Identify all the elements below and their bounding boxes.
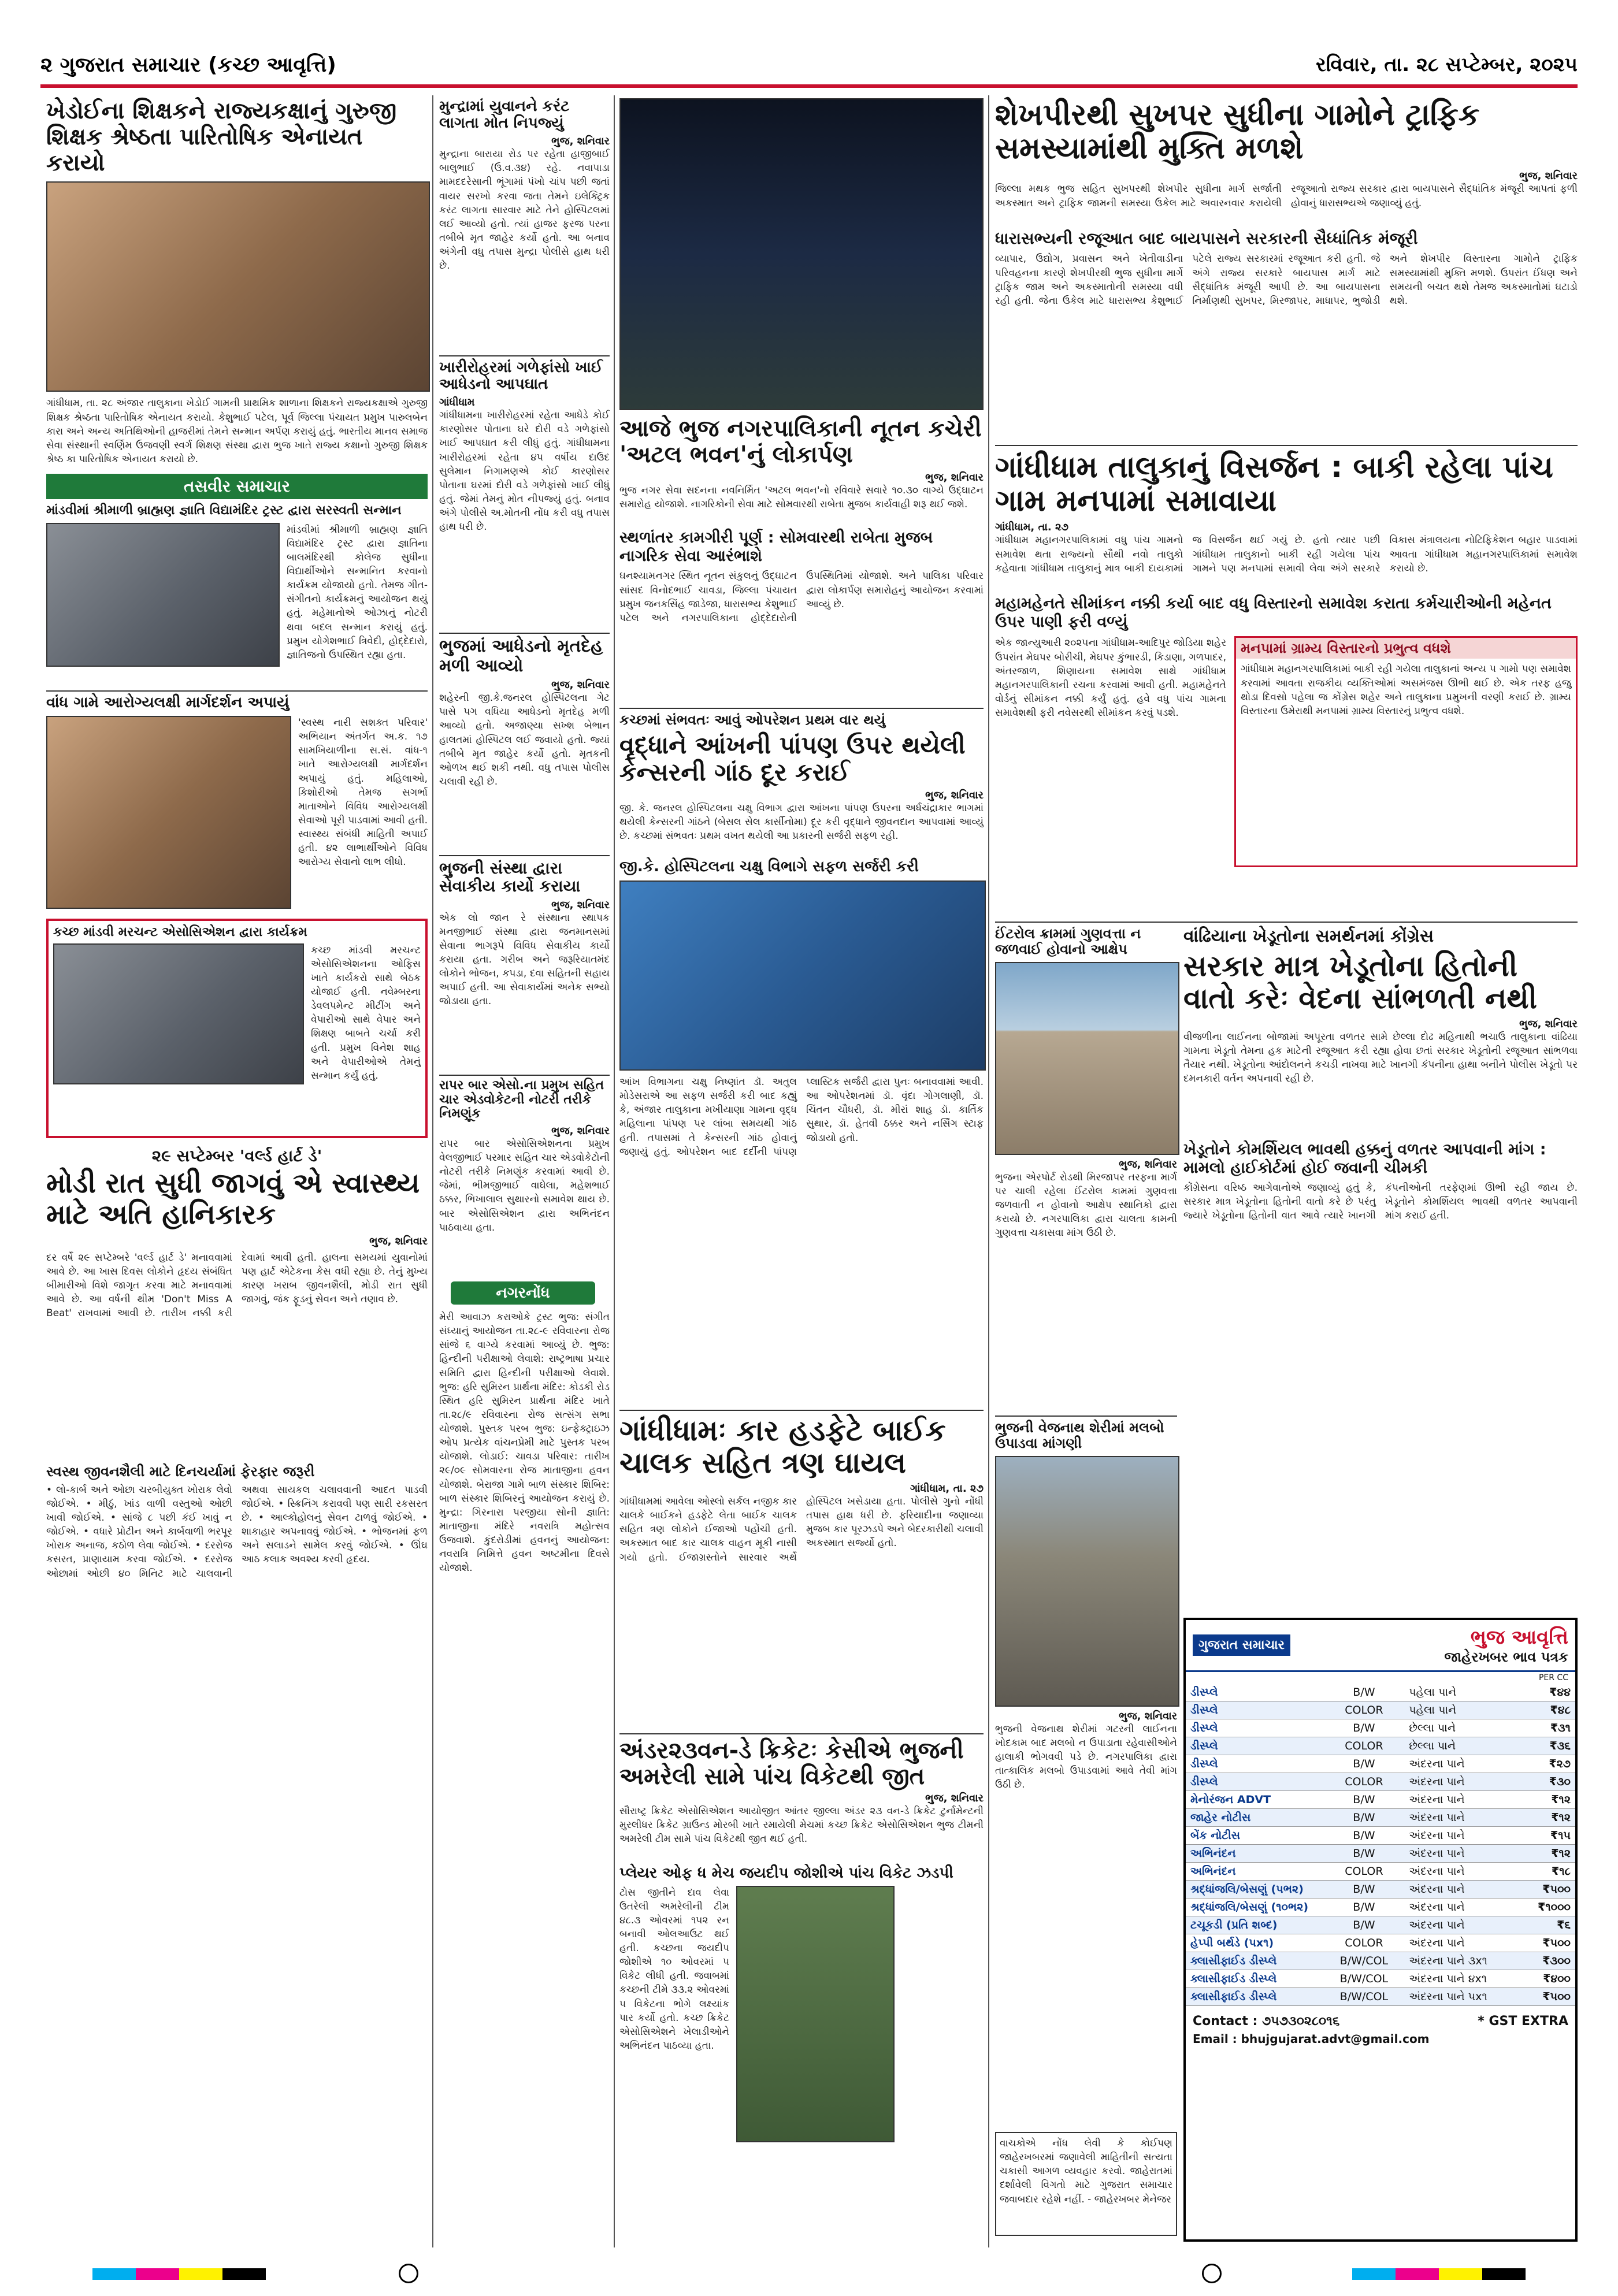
article-body: ગાંધીધામ મહાનગરપાલિકામાં વધુ પાંચ ગામનો સમાવેશ થતા રાજ્યનો સૌથી નવો તાલુકો કહેવાતા ગાંધીધામ તાલુકાનું માત્ર બાકી દાયકામાં જ વિસર્જન થઈ ગયું છે. હતો ત્યાર પછી ગાંધીધામ તાલુકાનો બાકી રહી ગયેલા પાંચ ગામને પણ મનપામાં સમાવી લેવા અંગે સરકારે વિકાસ મંત્રાલયના નોટિફિકેશન બહાર પાડવામાં આવતા ગાંધીધામ મહાનગરપાલિકામાં સમાવેશ કરાયો છે.: [995, 534, 1578, 574]
rate-row: [1186, 1809, 1575, 1827]
rate-value: ₹૪૦૦: [1543, 1972, 1571, 1985]
article-atal-bhavan: [619, 416, 984, 656]
dateline: ભુજ, શનિવાર: [1119, 1158, 1177, 1171]
rate-page: અંદરના પાને: [1409, 1758, 1465, 1770]
article-body: 'સ્વસ્થ નારી સશક્ત પરિવાર' અભિયાન અંતર્ગત અ.ક. ૧૭ સામખિયાળીના સ.સં. વાંધ-૧ ખાતે આરોગ્યલક્ષી માર્ગદર્શન અપાયું હતું. મહિલાઓ, કિશોરીઓ તેમજ સગર્ભા માતાઓને વિવિધ આરોગ્યલક્ષી સેવાઓ પૂરી પાડવામાં આવી હતી. સ્વાસ્થ્ય સંબંધી માહિતી અપાઈ હતી. ૪૨ લાભાર્થીઓને વિવિધ આરોગ્ય સેવાનો લાભ લીધો.: [298, 717, 428, 868]
rate-row: [1186, 1737, 1575, 1755]
rate-color: COLOR: [1345, 1740, 1383, 1752]
nagar-nondh-label: નગરનોંધ: [451, 1281, 595, 1305]
rate-row: [1186, 1684, 1575, 1701]
column-rule: [432, 95, 433, 2247]
registration-mark-icon: [399, 2264, 418, 2283]
rate-page: પહેલા પાને: [1409, 1686, 1457, 1699]
rural-influence-box: [1234, 636, 1578, 867]
article-body: શહેરની જી.કે.જનરલ હોસ્પિટલના ગેટ પાસે પગ વધિયા આધેડનો મૃતદેહ મળી આવ્યો હતો. અજાણ્યા સખ્શ બેભાન હાલતમાં હોસ્પિટલ લઈ જવાયો હતો. જ્યાં તબીબે મૃત જાહેર કર્યો હતો. મૃતકની ઓળખ થઈ શકી નથી. વધુ તપાસ પોલીસ ચલાવી રહી છે.: [439, 692, 610, 787]
article-mandvi-trust: [46, 504, 428, 667]
article-merchant-assoc: [46, 919, 428, 1138]
rate-page: અંદરના પાને: [1409, 1883, 1465, 1896]
rate-value: ₹૫૦૦: [1542, 1990, 1571, 2003]
article-rapar-notary: [439, 1079, 610, 1276]
street-photo: [995, 1456, 1179, 1707]
article-heart-day: [46, 1147, 428, 1714]
dateline: ભુજ, શનિવાર: [1519, 1018, 1578, 1030]
article-body: એક લો જાન રે સંસ્થાના સ્થાપક મનજીભાઈ સંસ્થા દ્વારા જનમાનસમાં સેવાના ભાગરૂપે વિવિધ સેવાકીય કાર્યો કરાયા હતા. ગરીબ અને જરૂરિયાતમંદ લોકોને ભોજન, કપડા, દવા સહિતની સહાય અપાઈ હતી. આ સેવાકાર્યમાં અનેક સભ્યો જોડાયા હતા.: [439, 912, 610, 1008]
rate-row: [1186, 1755, 1575, 1773]
rate-page: અંદરના પાને: [1409, 1937, 1465, 1949]
rate-item: બેંક નોટીસ: [1190, 1829, 1241, 1842]
article-body-2: આંખ વિભાગના ચક્ષુ નિષ્ણાંત ડૉ. અતુલ મોડેસરાએ આ સફળ સર્જરી કરી બાદ કહ્યું કે, અંજાર તાલુકાના મખીયાણા ગામના વૃદ્ધ મહિલાના પાંપણ પર લાંબા સમયથી ગાંઠ હતી. તપાસમાં તે કેન્સરની ગાંઠ હોવાનું જણાયું હતું. ઓપરેશન બાદ દર્દીની પાંપણ પ્લાસ્ટિક સર્જરી દ્વારા પુનઃ બનાવવામાં આવી. આ ઓપરેશનમાં ડૉ. વૃંદા ગોગલાણી, ડૉ. ચિંતન ચૌધરી, ડૉ. મીરાં શાહ ડૉ. કાર્તિક સુથાર, ડૉ. હેતવી ઠક્કર અને નર્સિંગ સ્ટાફ જોડાયો હતો.: [619, 1076, 984, 1158]
dateline: ભુજ, શનિવાર: [551, 679, 610, 692]
rate-color: B/W: [1353, 1758, 1375, 1770]
article-kharirohar: [439, 359, 610, 628]
rate-value: ₹૨૭: [1549, 1758, 1571, 1770]
photo-caption: જી.કે. હોસ્પિટલના ચક્ષુ વિભાગે સફળ સર્જરી કરી: [619, 858, 919, 876]
article-body: મુન્દ્રાના બારાયા રોડ પર રહેતા હાજીબાઈ બાલુભાઈ (ઉ.વ.૩૪) રહે. નવાપાડા મામદદરેસાની ભૂંગામાં પંખો ચાંપ પછી જતાં વાયર સરખો કરવા જતા તેમને ઇલેક્ટ્રિક કરંટ લાગતા સારવાર માટે તેને હોસ્પિટલમાં લઈ આવ્યો હતો. ત્યાં હાજર ફરજ પરના તબીબે મૃત જાહેર કર્યો હતો. આ બનાવ અંગેની વધુ તપાસ મુન્દ્રા પોલીસે હાથ ધરી છે.: [439, 148, 610, 272]
health-camp-photo: [46, 716, 291, 909]
rate-page: અંદરના પાને: [1409, 1901, 1465, 1914]
rate-page: છેલ્લા પાને: [1409, 1740, 1456, 1752]
divider: [619, 1410, 984, 1411]
dateline: ભુજ, શનિવાર: [551, 898, 610, 911]
dateline: ભુજ, શનિવાર: [925, 471, 984, 484]
divider: [439, 633, 610, 634]
print-registration-strip: [0, 2253, 1618, 2296]
rate-color: B/W: [1353, 1811, 1375, 1824]
dateline: ભુજ, શનિવાર: [551, 135, 610, 148]
article-body: જી. કે. જનરલ હોસ્પિટલના ચક્ષુ વિભાગ દ્વારા આંખના પાંપણ ઉપરના અર્ધચંદ્રાકાર ભાગમાં થયેલી કેન્સરની ગાંઠને (બેસલ સેલ કાર્સીનોમા) દૂર કરી વૃદ્ધાને જીવનદાન આપવામાં આવ્યું છે. કચ્છમાં સંભવતઃ પ્રથમ વખત થયેલી આ પ્રકારની સર્જરી સફળ રહી.: [619, 803, 984, 842]
rate-color: B/W: [1353, 1901, 1375, 1914]
headline: ઈંટરોલ ક્રામમાં ગુણવત્તા ન જળવાઈ હોવાનો આક્ષેપ: [995, 926, 1141, 957]
rate-color: B/W: [1353, 1829, 1375, 1842]
headline: ખારીરોહરમાં ગળેફાંસો ખાઈ આધેડનો આપઘાત: [439, 359, 603, 393]
headline: વૃદ્ધાને આંખની પાંપણ ઉપર થયેલી કેન્સરની ગાંઠ દૂર કરાઈ: [619, 731, 966, 787]
reader-notice: વાચકોએ નોંધ લેવી કે કોઈપણ જાહેરખબરમાં જણાવેલી માહિતીની સત્યતા ચકાસી આગળ વ્યવહાર કરવો. જાહેરાતમાં દર્શાવેલી વિગતો માટે ગુજરાત સમાચાર જવાબદાર રહેશે નહીં. - જાહેરખબર મેનેજર: [995, 2132, 1177, 2236]
article-body: ભુજના એરપોર્ટ રોડથી મિરજાપર તરફના માર્ગ પર ચાલી રહેલા ઈંટરોલ કામમાં ગુણવત્તા જળવાતી ન હોવાનો આક્ષેપ સ્થાનિકો દ્વારા કરાયો છે. નગરપાલિકા દ્વારા ચાલતા કામની ગુણવત્તા ચકાસવા માંગ ઉઠી છે.: [995, 1171, 1177, 1239]
rate-value: ₹૬: [1557, 1919, 1571, 1931]
rate-item: ક્લાસીફાઈડ ડીસ્પ્લે: [1190, 1990, 1277, 2003]
article-body-2: વ્યાપાર, ઉદ્યોગ, પ્રવાસન અને ખેતીવાડીના પરિવહનના કારણે શેખપીરથી ભુજ સુધીના માર્ગે ટ્રાફિક જામ અને અકસ્માતોની સમસ્યા વધી રહી હતી. જેના ઉકેલ માટે ધારાસભ્ય કેશુભાઈ પટેલે રાજ્ય સરકારમાં રજૂઆત કરી હતી. જે અંગે રાજ્ય સરકારે બાયપાસ માર્ગ માટે સૈદ્ધાંતિક મંજૂરી આપી છે. આ બાયપાસના નિર્માણથી સુખપર, મિરજાપર, માધાપર, ભુજોડી અને શેખપીર વિસ્તારના ગામોને ટ્રાફિક સમસ્યામાંથી મુક્તિ મળશે. ઉપરાંત ઈંધણ અને સમયની બચત થશે તેમજ અકસ્માતોમાં ઘટાડો થશે.: [995, 253, 1578, 307]
article-mundra: [439, 98, 610, 355]
article-body: કચ્છ માંડવી મરચન્ટ એસોસિએશનના ઓફિસ ખાતે કાર્યકરો સાથે બેઠક યોજાઈ હતી. નવેમ્બરના ડેવલપમેન્ટ મીટીંગ અને વેપારીઓ સાથે વેપાર અને શિક્ષણ બાબતે ચર્ચા કરી હતી. પ્રમુખ વિનેશ શાહ અને વેપારીઓએ તેમનું સન્માન કર્યું હતું.: [311, 944, 421, 1082]
rate-page: અંદરના પાને: [1409, 1793, 1465, 1806]
rate-item: ક્લાસીફાઈડ ડીસ્પ્લે: [1190, 1972, 1277, 1985]
rate-page: અંદરના પાને: [1409, 1775, 1465, 1788]
headline: વાંધ ગામે આરોગ્યલક્ષી માર્ગદર્શન અપાયું: [46, 694, 290, 711]
rate-value: ₹૪૮: [1550, 1704, 1571, 1717]
article-body: રાપર બાર એસોસિએશનના પ્રમુખ વેલજીભાઈ પરમાર સહિત ચાર એડવોકેટોની નોટરી તરીકે નિમણૂંક કરવામાં આવી છે. જેમાં, ભીમજીભાઈ વાઘેલા, મહેશભાઈ ઠક્કર, ભિખાલાલ સુથારનો સમાવેશ થાય છે. બાર એસોસિએશન દ્વારા અભિનંદન પાઠવાયા હતા.: [439, 1138, 610, 1234]
rate-item: શ્રદ્ધાંજલિ/બેસણું (૧૦ભ૨): [1190, 1901, 1309, 1914]
divider: [995, 445, 1578, 446]
divider: [439, 1075, 610, 1076]
rate-page: છેલ્લા પાને: [1409, 1722, 1456, 1734]
headline: ભુજમાં આધેડનો મૃતદેહ મળી આવ્યો: [439, 636, 603, 676]
rate-value: ₹૩૬: [1549, 1740, 1571, 1752]
subhead: પ્લેયર ઓફ ધ મેચ જયદીપ જોશીએ પાંચ વિકેટ ઝડપી: [619, 1864, 953, 1882]
rate-value: ₹૩૦: [1549, 1775, 1571, 1788]
per-cc-label: PER CC: [1538, 1673, 1568, 1682]
rate-table: [1186, 1684, 1575, 2006]
rate-color: B/W/COL: [1339, 1955, 1389, 1967]
rate-item: હેપ્પી બર્થડે (૫x૧): [1190, 1937, 1274, 1949]
rate-color: B/W: [1353, 1919, 1375, 1931]
article-teacher-award: [46, 98, 428, 495]
dateline: ભુજ, શનિવાર: [1119, 1710, 1177, 1722]
rate-value: ₹૫૦૦: [1542, 1937, 1571, 1949]
rate-item: ક્લાસીફાઈડ ડીસ્પ્લે: [1190, 1955, 1277, 1967]
article-sanstha: [439, 859, 610, 1067]
rate-item: ડીસ્પ્લે: [1190, 1704, 1218, 1717]
atal-bhavan-photo: [619, 98, 984, 410]
article-bhuj-body: [439, 637, 610, 841]
rate-value: ₹૫૦૦: [1542, 1883, 1571, 1896]
article-body: દર વર્ષે ૨૯ સપ્ટેમ્બરે 'વર્લ્ડ હાર્ટ ડે' મનાવવામાં આવે છે. આ ખાસ દિવસ લોકોને હૃદય સંબંધિત બીમારીઓ વિશે જાગૃત કરવા માટે મનાવવામાં આવે છે. આ વર્ષની થીમ 'Don't Miss A Beat' રાખવામાં આવી છે. તારીખ નક્કી કરી દેવામાં આવી હતી. હાલના સમયમાં યુવાનોમાં પણ હાર્ટ એટેકના કેસ વધી રહ્યા છે. તેનું મુખ્ય કારણ ખરાબ જીવનશૈલી, મોડી રાત સુધી જાગવું, જંક ફૂડનું સેવન અને તણાવ છે.: [46, 1251, 428, 1320]
article-body-side: માંડવીમાં શ્રીમાળી બ્રાહ્મણ જ્ઞાતિ વિદ્યામંદિર ટ્રસ્ટ દ્વારા જ્ઞાતિના બાલમંદિરથી કોલેજ સુધીના વિદ્યાર્થીઓને સન્માનિત કરવાનો કાર્યક્રમ યોજાયો હતો. તેમજ ગીત-સંગીતનો કાર્યક્રમનું આયોજન થયું હતું. મહેમાનોએ ઓઝાનું નોટરી થવા બદલ સન્માન કરાયું હતું. પ્રમુખ યોગેશભાઈ ત્રિવેદી, હોદ્દેદારો, જ્ઞાતિજનો ઉપસ્થિત રહ્યા હતા.: [287, 523, 428, 661]
rate-page: અંદરના પાને: [1409, 1811, 1465, 1824]
headline: ભુજની સંસ્થા દ્વારા સેવાકીય કાર્યો કરાયા: [439, 859, 581, 896]
rate-page: અંદરના પાને: [1409, 1847, 1465, 1860]
award-photo: [46, 181, 430, 392]
color-bar: [92, 2268, 266, 2280]
rate-page: અંદરના પાને: [1409, 1865, 1465, 1878]
dateline: ભુજ, શનિવાર: [925, 789, 984, 802]
article-gandhidham-merger: [995, 451, 1578, 867]
article-interlock-quality: [995, 926, 1177, 1379]
player-photo: [736, 1886, 895, 2142]
rate-row: [1186, 1773, 1575, 1791]
headline: સરકાર માત્ર ખેડૂતોના હિતોની વાતો કરેઃ વેદના સાંભળતી નથી: [1183, 949, 1537, 1015]
rate-page: અંદરના પાને ૩x૧: [1409, 1955, 1487, 1967]
rate-row: [1186, 1701, 1575, 1719]
rate-color: B/W/COL: [1339, 1990, 1389, 2003]
article-eye-surgery: [619, 712, 984, 1266]
rate-row: [1186, 1988, 1575, 2006]
rate-color: COLOR: [1345, 1775, 1383, 1788]
headline: ખેડોઈના શિક્ષકને રાજ્યકક્ષાનું ગુરુજી શિક્ષક શ્રેષ્ઠતા પારિતોષિક એનાયત કરાયો: [46, 98, 397, 176]
divider: [619, 708, 984, 709]
nagar-nondh-body: મેરી આવાઝ કરાઓકે ટ્રસ્ટ ભુજ: સંગીત સંધ્યાનું આયોજન તા.૨૮-૯ રવિવારના રોજ સાંજે ૬ વાગ્યે કરવામાં આવ્યું છે. ભુજ: હિન્દીની પરીક્ષાઓ લેવાશે: રાષ્ટ્રભાષા પ્રચાર સમિતિ દ્વારા હિન્દીની પરીક્ષાઓ લેવાશે. ભુજ: હરિ સુમિરન પ્રાર્થના મંદિર: કોડકી રોડ સ્થિત હરિ સુમિરન પ્રાર્થના મંદિર ખાતે તા.૨૮/૯ રવિવારના રોજ સત્સંગ સભા યોજાશે. પુસ્તક પરબ ભુજ: ઇન્ફેક્ટ્રાઇઝ ઓપ પ્રત્યેક વાંચનપ્રેમી માટે પુસ્તક પરબ યોજાશે. લોડાઈ: ચાવડા પરિવાર: તારીખ ૨૯/૦૯ સોમવારના રોજ માતાજીના હવન યોજાશે. બેરાજા ગામે બાળ સંસ્કાર શિબિર: બાળ સંસ્કાર શિબિરનું આયોજન કરાયું છે. મુન્દ્રા: ગિરનારા પરજીયા સોની જ્ઞાતિ: માતાજીના મંદિરે નવરાત્રિ મહોત્સવ ઉજવાશે. કુંદરોડીમાં હવનનું આયોજન: નવરાત્રિ નિમિત્તે હવન અષ્ટમીના દિવસે યોજાશે.: [439, 1312, 610, 1574]
brand-logo: ગુજરાત સમાચાર: [1193, 1634, 1290, 1656]
subhead: મહામહેનતે સીમાંકન નક્કી કર્યા બાદ વધુ વિસ્તારનો સમાવેશ કરાતા કર્મચારીઓની મહેનત ઉપર પાણી ફરી વળ્યું: [995, 595, 1552, 631]
color-bar: [1352, 2268, 1526, 2280]
rate-item: જાહેર નોટીસ: [1190, 1811, 1251, 1824]
rate-item: ટચૂકડી (પ્રતિ શબ્દ): [1190, 1919, 1278, 1931]
article-bypass-traffic: [995, 98, 1578, 365]
dateline: ભુજ, શનિવાર: [1519, 170, 1578, 183]
article-body: વીજળીના લાઈનના બોજામાં અપૂરતા વળતર સામે છેલ્લા દોઢ મહિનાથી ભચાઉ તાલુકાના વાંઢિયા ગામના ખેડૂતો તેમના હક માટેની રજૂઆત કરી રહ્યા હોવા છતાં સરકાર ખેડૂતોની રજૂઆત સાંભળવા તૈયાર નથી. ખેડૂતોના આંદોલનને કચડી નાખવા માટે ખાનગી કંપનીના હાથા બનીને પોલીસ ખેડૂતો પર દમનકારી વર્તન અપનાવી રહી છે.: [1183, 1031, 1578, 1085]
kicker: વાંઢિયાના ખેડૂતોના સમર્થનમાં કોંગ્રેસ: [1183, 926, 1434, 946]
rate-value: ₹૧૨: [1551, 1847, 1571, 1860]
rate-value: ₹૧૨: [1551, 1811, 1571, 1824]
column-rule: [988, 95, 989, 2247]
box-body: ગાંધીધામ મહાનગરપાલિકામાં બાકી રહી ગયેલા તાલુકાનાં અન્ય ૫ ગામો પણ સમાવેશ કરવામાં આવતા રાજકીય વ્યક્તિઓમાં અસમંજસ ઊભી થઈ છે. એક તરફ હજુ થોડા દિવસો પહેલા જ કોંગ્રેસ શહેર અને તાલુકાના પ્રમુખની વરણી કરાઈ છે. ગ્રામ્ય વિસ્તારના ઉમેરાથી મનપામાં ગ્રામ્ય વિસ્તારનું પ્રભુત્વ વધશે.: [1241, 663, 1571, 717]
subhead: સ્થળાંતર કામગીરી પૂર્ણ : સોમવારથી રાબેતા મુજબ નાગરિક સેવા આરંભાશે: [619, 528, 933, 565]
rate-row: [1186, 1899, 1575, 1916]
rate-item: ડીસ્પ્લે: [1190, 1758, 1218, 1770]
article-body-2: એક જાન્યુઆરી ૨૦૨૫ના ગાંધીધામ-આદિપુર જોડિયા શહેર ઉપરાંત મેઘપર બોરીચી, મેઘપર કુંભારડી, કિડાણા, ગળપાદર, અંતરજાળ, શિણાયના સમાવેશ સાથે ગાંધીધામ મહાનગરપાલિકાની રચના કરવામાં આવી હતી. મહામહેનતે વોર્ડનું સીમાંકન નક્કી કર્યું હતું. હવે વધુ પાંચ ગામના સમાવેશથી ફરી નવેસરથી સીમાંકન કરવું પડશે.: [995, 637, 1226, 719]
email-label: Email :: [1193, 2032, 1237, 2046]
rate-color: B/W/COL: [1339, 1972, 1389, 1985]
article-body: ગાંધીધામના ખારીરોહરમાં રહેતા આધેડે કોઈ કારણોસર પોતાના ઘરે દોરી વડે ગળેફાંસો ખાઈ આપઘાત કરી લીધું હતું. ગાંધીધામના ખારીરોહરમાં રહેતા ૪૫ વર્ષીય દાઉદ સુલેમાન નિગામણએ કોઈ કારણોસર પોતાના ઘરમાં દોરી વડે ગળેફાંસો ખાઈ લીધું હતું. જેમાં તેમનું મોત નીપજ્યું હતું. બનાવ અંગે પોલીસે અ.મોતની નોંધ કરી વધુ તપાસ હાથ ધરી છે.: [439, 410, 610, 533]
trust-photo: [46, 523, 280, 667]
rate-color: B/W: [1353, 1883, 1375, 1896]
headline: રાપર બાર એસો.ના પ્રમુખ સહિત ચાર એડવોકેટની નોટરી તરીકે નિમણૂંક: [439, 1078, 604, 1121]
rate-row: [1186, 1881, 1575, 1899]
rate-page: અંદરના પાને: [1409, 1919, 1465, 1931]
road-photo: [995, 962, 1179, 1155]
headline: માંડવીમાં શ્રીમાળી બ્રાહ્મણ જ્ઞાતિ વિદ્યામંદિર ટ્રસ્ટ દ્વારા સરસ્વતી સન્માન: [46, 503, 402, 518]
rate-row: [1186, 1952, 1575, 1970]
article-body: સૌરાષ્ટ્ર ક્રિકેટ એસોસિએશન આયોજીત આંતર જીલ્લા અંડર ૨૩ વન-ડે ક્રિકેટ ટુર્નામેન્ટની મુરલીધર ક્રિકેટ ગ્રાઉન્ડ મોરબી ખાતે રમાયેલી મેચમાં કચ્છ ક્રિકેટ એસોસિએશન ભુજ ટીમની અમરેલી ટીમ સામે પાંચ વિકેટથી જીત થઈ હતી.: [619, 1805, 984, 1845]
gst-note: * GST EXTRA: [1478, 2014, 1568, 2028]
rate-item: ડીસ્પ્લે: [1190, 1722, 1218, 1734]
rate-item: અભિનંદન: [1190, 1865, 1236, 1878]
divider: [619, 1733, 984, 1734]
rate-color: COLOR: [1345, 1704, 1383, 1717]
rate-card-title: ભુજ આવૃત્તિ: [1470, 1625, 1568, 1649]
page-title: ૨ ગુજરાત સમાચાર (કચ્છ આવૃત્તિ): [40, 53, 336, 77]
dateline: ભુજ, શનિવાર: [551, 1124, 610, 1137]
dateline: ભુજ, શનિવાર: [925, 1792, 984, 1804]
rate-row: [1186, 1916, 1575, 1934]
rate-value: ₹૪૪: [1549, 1686, 1571, 1699]
rate-row: [1186, 1791, 1575, 1809]
divider: [439, 355, 610, 356]
headline: ભુજની વેજનાથ શેરીમાં મલબો ઉપાડવા માંગણી: [995, 1420, 1164, 1451]
box-title: મનપામાં ગ્રામ્ય વિસ્તારનો પ્રભુત્વ વધશે: [1236, 638, 1576, 659]
rate-item: મેનોરંજન ADVT: [1190, 1793, 1271, 1806]
article-vandh-health: [46, 694, 428, 909]
divider: [439, 855, 610, 856]
article-body: ગાંધીધામમાં આવેલા ઓસ્લો સર્કલ નજીક કાર ચાલકે બાઈકને હડફેટે લેતા બાઈક ચાલક સહિત ત્રણ લોકોને ઈજાઓ પહોંચી હતી. અકસ્માત બાદ કાર ચાલક વાહન મૂકી નાસી ગયો હતો. ઈજાગ્રસ્તોને સારવાર અર્થે હોસ્પિટલ ખસેડાયા હતા. પોલીસે ગુનો નોંધી તપાસ હાથ ધરી છે. ફરિયાદીના જણાવ્યા મુજબ કાર પૂરઝડપે અને બેદરકારીથી ચલાવી અકસ્માત સર્જ્યો હતો.: [619, 1496, 984, 1563]
article-body: ગાંધીધામ, તા. ૨૮ અંજાર તાલુકાના ખેડોઈ ગામની પ્રાથમિક શાળાના શિક્ષકને રાજ્યકક્ષાએ ગુરુજી શિક્ષક શ્રેષ્ઠતા પારિતોષિક એનાયત કરાયો. કેશુભાઈ પટેલ, પૂર્વ જિલ્લા પંચાયત પ્રમુખ પારુલબેન કારા અને અન્ય અતિથિઓની હાજરીમાં તેમને સન્માન અર્પણ કરાયું હતું. ભારતીય માનવ સમાજ સેવા સંસ્થાની સ્વર્ણિમ ઉજવણી સ્વર્ગ શિક્ષણ સંસ્થા દ્વારા ભુજ ખાતે રાજ્ય કક્ષાનો ગુરુજી શિક્ષક શ્રેષ્ઠ કા પારિતોષિક એનાયત કરાયો છે.: [46, 397, 428, 465]
contact-line: [1186, 2014, 1575, 2028]
subhead: ધારાસભ્યની રજૂઆત બાદ બાયપાસને સરકારની સૈધ્ધાંતિક મંજૂરી: [995, 229, 1418, 248]
rate-item: અભિનંદન: [1190, 1847, 1236, 1860]
kicker: કચ્છમાં સંભવતઃ આવું ઓપરેશન પ્રથમ વાર થયું: [619, 712, 886, 728]
subhead: સ્વસ્થ જીવનશૈલી માટે દિનચર્યામાં ફેરફાર જરૂરી: [46, 1463, 315, 1480]
rate-item: ડીસ્પ્લે: [1190, 1740, 1218, 1752]
rate-color: COLOR: [1345, 1937, 1383, 1949]
article-cricket: [619, 1738, 984, 2142]
rate-row: [1186, 1845, 1575, 1863]
photo-news-label: તસવીર સમાચાર: [46, 474, 428, 499]
article-body: ભુજ નગર સેવા સદનના નવનિર્મિત 'અટલ ભવન'નો રવિવારે સવારે ૧૦.૩૦ વાગ્યે ઉદ્ઘાટન સમારોહ યોજાશે. નાગરિકોની સેવા માટે સોમવારથી રાબેતા મુજબ કાર્યવાહી શરૂ થઈ જશે.: [619, 484, 984, 510]
rate-value: ₹૧૫: [1550, 1829, 1571, 1842]
contact-label: Contact :: [1193, 2014, 1258, 2028]
contact-phone: ૭૫૭૩૦૨૮૦૧૬: [1261, 2014, 1340, 2028]
headline: આજે ભુજ નગરપાલિકાની નૂતન કચેરી 'અટલ ભવન'નું લોકાર્પણ: [619, 415, 982, 468]
rate-color: B/W: [1353, 1793, 1375, 1806]
merchant-photo: [53, 943, 304, 1084]
rate-row: [1186, 1719, 1575, 1737]
kicker: ૨૯ સપ્ટેમ્બર 'વર્લ્ડ હાર્ટ ડે': [151, 1146, 322, 1165]
dateline: ગાંધીધામ, તા. ૨૭: [995, 521, 1069, 534]
headline: ગાંધીધામ તાલુકાનું વિસર્જન : બાકી રહેલા પાંચ ગામ મનપામાં સમાવાયા: [995, 450, 1553, 519]
registration-mark-icon: [1202, 2264, 1222, 2283]
article-body: જિલ્લા મથક ભુજ સહિત સુખપરથી શેખપીર સુધીના માર્ગ સર્જાતી અકસ્માત અને ટ્રાફિક જામની સમસ્યા ઉકેલ માટે અવારનવાર કરાયેલી રજૂઆતો રાજ્ય સરકાર દ્વારા બાયપાસને સૈદ્ધાંતિક મંજૂરી આપતાં ફળી હોવાનું ધારાસભ્યએ જણાવ્યું હતું.: [995, 183, 1578, 209]
rate-color: B/W: [1353, 1847, 1375, 1860]
rate-page: અંદરના પાને: [1409, 1829, 1465, 1842]
article-body: ભુજની વેજનાથ શેરીમાં ગટરની લાઈનના ખોદકામ બાદ મલબો ન ઉપાડાતા રહેવાસીઓને હાલાકી ભોગવવી પડે છે. નગરપાલિકા દ્વારા તાત્કાલિક મલબો ઉપાડવામાં આવે તેવી માંગ ઉઠી છે.: [995, 1723, 1177, 1791]
column-rule: [614, 95, 615, 2247]
subhead: ખેડૂતોને કોમર્શિયલ ભાવથી હક્કનું વળતર આપવાની માંગ : મામલો હાઈકોર્ટમાં હોઈ જવાની ચીમકી: [1183, 1140, 1546, 1177]
rate-color: B/W: [1353, 1686, 1375, 1699]
email-line: [1186, 2028, 1575, 2049]
rate-value: ₹૩૦૦: [1542, 1955, 1571, 1967]
rate-card-subtitle: જાહેરખબર ભાવ પત્રક: [1444, 1648, 1568, 1665]
page-date: રવિવાર, તા. ૨૮ સપ્ટેમ્બર, ૨૦૨૫: [1316, 53, 1578, 76]
divider: [46, 690, 428, 692]
rate-row: [1186, 1863, 1575, 1881]
dateline: ભુજ, શનિવાર: [369, 1235, 428, 1247]
divider: [995, 922, 1578, 923]
rate-page: અંદરના પાને ૫x૧: [1409, 1990, 1487, 2003]
article-vanthiya-farmers: [1183, 926, 1578, 1412]
email-address: bhujgujarat.advt@gmail.com: [1241, 2032, 1430, 2046]
headline: મોડી રાત સુધી જાગવું એ સ્વાસ્થ્ય માટે અતિ હાનિકારક: [46, 1167, 420, 1231]
rate-value: ₹૧૮: [1552, 1865, 1571, 1878]
headline: કચ્છ માંડવી મરચન્ટ એસોસિએશન દ્વારા કાર્યક્રમ: [53, 925, 307, 939]
rate-item: ડીસ્પ્લે: [1190, 1686, 1218, 1699]
ad-rate-card: [1183, 1618, 1578, 2242]
rate-row: [1186, 1827, 1575, 1845]
dateline: ગાંધીધામ: [439, 396, 475, 409]
headline: શેખપીરથી સુખપર સુધીના ગામોને ટ્રાફિક સમસ્યામાંથી મુક્તિ મળશે: [995, 98, 1480, 166]
rate-color: COLOR: [1345, 1865, 1383, 1878]
article-body-2: ટોસ જીતીને દાવ લેવા ઉતરેલી અમરેલીની ટીમ ૪૮.૩ ઓવરમાં ૧૫૨ રન બનાવી ઓલઆઉટ થઈ હતી. કચ્છના જયદીપ જોશીએ ૧૦ ઓવરમાં ૫ વિકેટ લીધી હતી. જવાબમાં કચ્છની ટીમે ૩૩.૨ ઓવરમાં ૫ વિકેટના ભોગે લક્ષ્યાંક પાર કર્યો હતો. કચ્છ ક્રિકેટ એસોસિએશને ખેલાડીઓને અભિનંદન પાઠવ્યા હતા.: [619, 1886, 729, 2052]
rate-value: ₹૧૦૦૦: [1538, 1901, 1571, 1914]
headline: ગાંધીધામઃ કાર હડફેટે બાઈક ચાલક સહિત ત્રણ ઘાયલ: [619, 1414, 946, 1480]
rate-page: અંદરના પાને ૪x૧: [1409, 1972, 1487, 1985]
health-tips: • લો-કાર્બ અને ઓછા ચરબીયુક્ત ખોરાક લેવો જોઈએ. • મીઠું, ખાંડ વાળી વસ્તુઓ ઓછી ખાવી જોઈએ. • સાંજે ૮ પછી કંઈ ખાવું ન જોઈએ. • વધારે પ્રોટીન અને કાર્બવાળી ભરપૂર ખોરાક અનાજ, કઠોળ લેવા જોઈએ. • દરરોજ કસરત, પ્રાણાયામ કરવા જોઈએ. • દરરોજ ઓછામાં ઓછી ૪૦ મિનિટ માટે ચાલવાની અથવા સાયકલ ચલાવવાની આદત પાડવી જોઈએ. • સ્ક્રિનિંગ કરાવવી પણ સારી રકસરત છે. • આલ્કોહોલનું સેવન ટાળવું જોઈએ. • શાકાહાર અપનાવવું જોઈએ. • ભોજનમાં ફળ અને સલાડને સામેલ કરવું જોઈએ. • ઊંઘ આઠ કલાક અવશ્ય કરવી હૃદય.: [46, 1484, 428, 1580]
page-header: [40, 53, 1578, 88]
headline: અંડર૨૩વન-ડે ક્રિકેટઃ કેસીએ ભુજની અમરેલી સામે પાંચ વિકેટથી જીત: [619, 1737, 964, 1790]
rate-color: B/W: [1353, 1722, 1375, 1734]
rate-value: ₹૧૨: [1551, 1793, 1571, 1806]
article-vejnath-debris: [995, 1420, 1177, 1907]
divider: [995, 1416, 1177, 1417]
rate-row: [1186, 1934, 1575, 1952]
rate-item: ડીસ્પ્લે: [1190, 1775, 1218, 1788]
headline: મુન્દ્રામાં યુવાનને કરંટ લાગતા મોત નિપજ્યું: [439, 98, 570, 132]
article-body-2: ઘનશ્યામનગર સ્થિત નૂતન સંકુલનું ઉદ્ઘાટન સાંસદ વિનોદભાઈ ચાવડા, જિલ્લા પંચાયત પ્રમુખ જનકસિંહ જાડેજા, ધારાસભ્ય કેશુભાઈ પટેલ અને નગરપાલિકાના હોદ્દેદારોની ઉપસ્થિતિમાં યોજાશે. અને પાલિકા પરિવાર દ્વારા લોકાર્પણ સમારોહનું આયોજન કરવામાં આવ્યું છે.: [619, 570, 984, 624]
rate-value: ₹૩૧: [1550, 1722, 1571, 1734]
rate-row: [1186, 1970, 1575, 1988]
surgery-team-photo: [619, 880, 986, 1071]
dateline: ગાંધીધામ, તા. ૨૭: [910, 1483, 984, 1495]
rate-page: પહેલા પાને: [1409, 1704, 1457, 1717]
rate-item: શ્રદ્ધાંજલિ/બેસણું (૫ભ૨): [1190, 1883, 1304, 1896]
article-car-accident: [619, 1414, 984, 1691]
article-body-2: કોંગ્રેસના વરિષ્ઠ આગેવાનોએ જણાવ્યું હતું કે, સરકાર માત્ર ખેડૂતોના હિતોની વાતો કરે છે પરંતુ જ્યારે ખેડૂતોના હિતોની વાત આવે ત્યારે ખાનગી કંપનીઓની તરફેણમાં ઊભી રહી જાય છે. ખેડૂતોને કોમર્શિયલ ભાવથી વળતર આપવાની માંગ કરાઈ હતી.: [1183, 1182, 1578, 1222]
